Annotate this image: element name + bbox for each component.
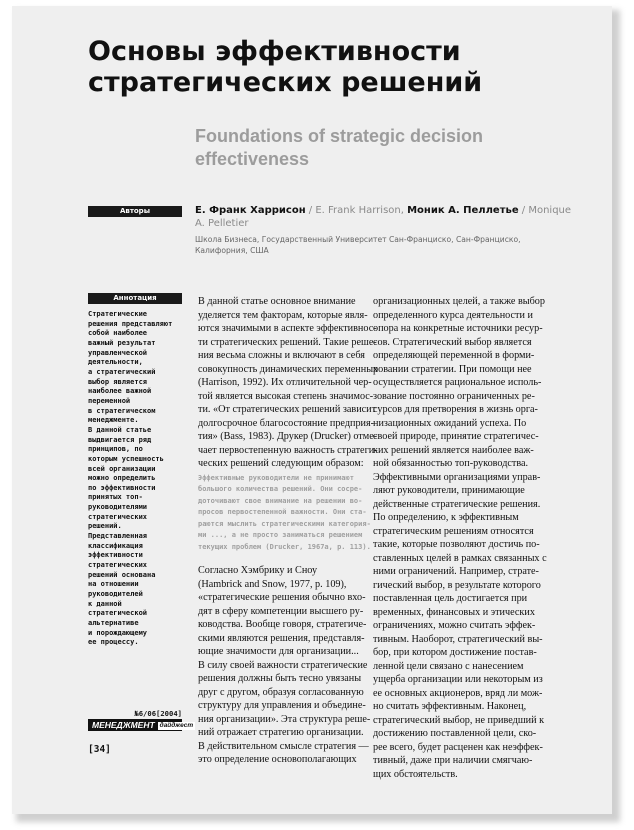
text-line: В действительном смысле стратегия — — [198, 740, 369, 752]
abstract-line: руководителями — [88, 503, 148, 512]
separator: , — [400, 205, 408, 216]
paragraph-gap — [198, 553, 370, 564]
quote-line: просов первостепенной важности. Они ста- — [198, 508, 367, 516]
abstract-line: менеджменте. — [88, 416, 139, 425]
abstract-line: выбор является — [88, 377, 148, 386]
author-2-en: Monique A. Pelletier — [195, 205, 572, 229]
page-number: [34] — [88, 744, 111, 755]
text-line: гический выбор, в результате которого — [373, 579, 541, 591]
text-line: В силу своей важности стратегические — [198, 659, 368, 671]
abstract-line: эффективности — [88, 551, 143, 560]
abstract-line: переменной — [88, 396, 131, 405]
text-line: В данной статье основное внимание — [198, 296, 356, 307]
abstract-text — [88, 310, 188, 648]
logo-text: МЕНЕДЖМЕНТ — [92, 720, 155, 730]
text-line: ти. «От стратегических решений зависит — [198, 404, 377, 415]
abstract-line: важный результат — [88, 338, 156, 347]
text-line: определяющей переменной в форми- — [373, 350, 535, 361]
abstract-line: стратегической — [88, 609, 148, 618]
text-line: «стратегические решения обычно вхо- — [198, 592, 366, 603]
abstract-line: управленческой — [88, 348, 148, 357]
text-line: Эффективными организациями управ- — [373, 471, 541, 483]
abstract-line: а стратегический — [88, 367, 156, 376]
abstract-line: классификация — [88, 541, 143, 550]
quote-line: текущих проблем (Drucker, 1967a, p. 113). — [198, 542, 371, 551]
paragraph-hambrick — [198, 564, 370, 767]
text-line: (Harrison, 1992). Их отличительной чер- — [198, 377, 372, 388]
text-line: ния весьма сложны и включают в себя — [198, 350, 365, 361]
subtitle-line: effectiveness — [195, 149, 310, 169]
abstract-line: которым успешность — [88, 454, 164, 463]
author-1-en: E. Frank Harrison — [315, 205, 401, 216]
paragraph-intro — [198, 295, 379, 471]
text-line: поставленная цель достигается при — [373, 593, 528, 604]
abstract-line: и порождающему — [88, 628, 148, 637]
text-line: ной обязанностью топ-руководства. — [373, 458, 529, 469]
text-line: ководства. Вообще говоря, стратегиче- — [198, 619, 367, 630]
text-line: стратегическим решениям относятся — [373, 525, 534, 537]
text-line: друг с другом, образуя согласованную — [198, 686, 364, 698]
abstract-label: Аннотация — [88, 293, 182, 304]
text-line: определенного курса деятельности и — [373, 309, 533, 321]
text-line: ния организации». Эта структура реше- — [198, 713, 371, 725]
quote-line: Эффективные руководители не принимают — [198, 473, 354, 482]
text-line: ти стратегических решений. Такие реше- — [198, 336, 377, 348]
abstract-line: стратегических — [88, 561, 148, 570]
text-line: но считать эффективным. Наконец, — [373, 701, 527, 712]
text-line: осуществляется рациональное исполь- — [373, 377, 542, 388]
text-line: ющие значимости для организации... — [198, 646, 359, 657]
text-line: (Hambrick and Snow, 1977, p. 109), — [198, 578, 347, 590]
title-line: стратегических решений — [88, 67, 483, 98]
text-line: тивным. Наоборот, стратегический вы- — [373, 633, 543, 645]
author-1-ru: Е. Франк Харрисон — [195, 205, 306, 216]
abstract-line: альтернативе — [88, 619, 139, 627]
article-subtitle — [195, 125, 575, 171]
abstract-line: на отношении — [88, 580, 139, 589]
text-line: По определению, к эффективным — [373, 512, 519, 523]
abstract-line: наиболее важной — [88, 387, 152, 396]
block-quote — [198, 473, 370, 554]
text-line: чает первостепенную важность стратеги- — [198, 444, 378, 456]
abstract-line: Представленная — [88, 532, 148, 541]
abstract-line: решений основана — [88, 570, 156, 579]
text-line: достижению поставленной цели, ско- — [373, 728, 537, 739]
text-line: организационных целей, а также выбор — [373, 296, 545, 307]
text-line: ее основных акционеров, вряд ли мож- — [373, 687, 543, 699]
abstract-line: в стратегическом — [88, 406, 156, 415]
text-line: ний отражает стратегию организации. — [198, 727, 364, 738]
text-line: сов. Стратегический выбор является — [373, 336, 532, 348]
text-line: ними ограничений. Например, страте- — [373, 566, 539, 577]
text-line: рее всего, будет расценен как неэффек- — [373, 741, 543, 753]
subtitle-line: Foundations of strategic decision — [195, 126, 484, 146]
text-line: ляют руководители, принимающие — [373, 485, 525, 496]
text-line: структуру для управления и объедине- — [198, 700, 366, 711]
logo-tag: дайджест — [159, 722, 194, 729]
abstract-line: собой наиболее — [88, 329, 148, 338]
text-line: ставленных целей в рамках связанных с — [373, 552, 547, 564]
abstract-line: ее процессу. — [88, 638, 139, 647]
quote-line: раются мыслить стратегическими категория- — [198, 519, 371, 528]
body-column-2 — [373, 295, 553, 781]
quote-line: доточивают свое внимание на решении во- — [198, 496, 363, 505]
text-line: ких решений является наиболее важ- — [373, 444, 534, 456]
text-line: это определение основополагающих — [198, 754, 357, 765]
text-line: решения должны быть тесно увязаны — [198, 673, 362, 684]
text-line: тивный, даже при наличии смягчаю- — [373, 755, 533, 766]
text-line: щих обстоятельств. — [373, 768, 458, 780]
author-2-ru: Моник А. Пеллетье — [407, 205, 519, 216]
title-line: Основы эффективности — [88, 36, 461, 67]
text-line: своей природе, принятие стратегичес- — [373, 431, 539, 442]
text-line: скими являются решения, представля- — [198, 632, 365, 644]
abstract-line: выдвигается ряд — [88, 435, 152, 444]
text-line: долгосрочное благосостояние предприя- — [198, 417, 375, 429]
text-line: сурсов для претворения в жизнь орга- — [373, 404, 538, 415]
quote-line: ми ..., а не просто заниматься решением — [198, 531, 363, 539]
abstract-line: решения представляют — [88, 319, 173, 328]
text-line: той является высокая степень значимос- — [198, 390, 374, 402]
abstract-line: по эффективности — [88, 483, 156, 492]
text-line: опора на конкретные источники ресур- — [373, 323, 543, 334]
body-column-1 — [198, 295, 379, 767]
text-line: такие, которые позволяют достичь по- — [373, 539, 540, 550]
text-line: ческих решений следующим образом: — [198, 458, 364, 469]
text-line: ущерба организации или некоторым из — [373, 674, 543, 685]
text-line: Согласно Хэмбрику и Сноу — [198, 565, 318, 576]
authors-line — [195, 204, 575, 230]
text-line: ограничениях, можно считать эффек- — [373, 620, 536, 631]
magazine-logo — [88, 719, 194, 731]
abstract-line: к данной — [88, 599, 122, 608]
text-line: совокупность динамических переменных — [198, 363, 379, 375]
abstract-line: принятых топ- — [88, 493, 143, 502]
separator: / — [305, 205, 316, 216]
text-line: временных, финансовых и этических — [373, 606, 535, 618]
affiliation — [195, 234, 555, 256]
article-title — [88, 36, 558, 98]
abstract-line: руководителей — [88, 590, 143, 599]
affiliation-line: Школа Бизнеса, Государственный Университет Сан-Франциско, Сан-Франциско, — [195, 235, 521, 244]
affiliation-line: Калифорния, США — [195, 246, 269, 255]
text-line: дят в сферу компетенции высшего ру- — [198, 605, 364, 617]
text-line: ются значимыми в аспекте эффективнос- — [198, 323, 377, 334]
text-line: бор, при котором достижение постав- — [373, 647, 537, 658]
text-line: стратегический выбор, не приведший к — [373, 714, 545, 726]
text-line: действенные стратегические решения. — [373, 498, 541, 510]
abstract-line: стратегических — [88, 512, 148, 521]
issue-number: №6/06[2004] — [134, 709, 182, 718]
text-line: ленной цели связано с нанесением — [373, 660, 524, 672]
quote-line: большого количества решений. Они сосре- — [198, 485, 363, 493]
abstract-line: всей организации — [88, 464, 156, 473]
abstract-line: Стратегические — [88, 310, 148, 318]
text-line: тия» (Bass, 1983). Друкер (Drucker) отме- — [198, 431, 378, 442]
authors-label: Авторы — [88, 206, 182, 217]
text-line: зование постоянно ограниченных ре- — [373, 390, 535, 402]
abstract-line: можно определить — [88, 474, 156, 483]
text-line: низационных ожиданий успеха. По — [373, 417, 527, 429]
separator: / — [518, 205, 529, 216]
text-line: уделяется тем факторам, которые явля- — [198, 309, 368, 321]
abstract-line: В данной статье — [88, 425, 152, 434]
abstract-line: деятельности, — [88, 358, 143, 367]
text-line: ровании стратегии. При помощи нее — [373, 363, 532, 375]
abstract-line: решений. — [88, 522, 122, 531]
abstract-line: принципов, по — [88, 445, 143, 454]
document-page — [12, 6, 612, 814]
